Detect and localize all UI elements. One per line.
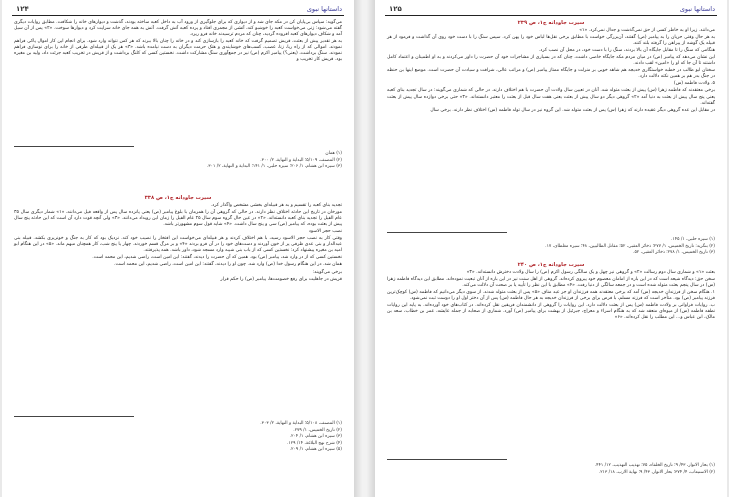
paragraph: بعثت «۱» و شماری سال دوم رسالت «۲» و گروهی نیز چهل و یک سالگی رسول اکرم (ص) را سال ولادت دخترش دانسته‌اند. «۳» — [466, 270, 715, 276]
left-page-number: ۱۲۴ — [16, 5, 29, 13]
paragraph: می‌دانند. زیرا او به خاطر کسی از حق نمی‌گذشت و جدال نمی‌کرد. «۱» — [579, 28, 715, 34]
footnote-separator — [14, 146, 134, 147]
footnote: (۲) المصنف، ۵/۱۰۹؛ البدایة و النهایة، ۲/ ۳۰۰. — [260, 157, 342, 163]
footnote: (۳) تاریخ الخمیس، ۱/ ۲۷۸؛ ذخائر العقبی، ۵۲. — [633, 250, 715, 256]
left-footnotes-a — [14, 151, 342, 171]
subheading: ۵. ولادت فاطمه (س) — [673, 81, 715, 87]
header-rule — [385, 15, 717, 16]
footnote: (۵) سیره ابن هشام، ۱/ ۲۰۹. — [289, 447, 342, 453]
section-title: سیرت جاودانه ج۱، ص ۳۳۸ — [144, 195, 212, 201]
paragraph: همان شد. در این هنگام رسول خدا (ص) وارد شد. چون او را دیدند، گفتند: این امین است، راضی شدیم، این محمد است. — [114, 262, 342, 268]
paragraph: برخی می‌گویند: — [312, 269, 342, 275]
footnote: (۱) بحار الانوار، ۴۳/ ۹؛ تاریخ الخلفاء، ۷۵؛ تهذیب التهذیب، ۱۲/ ۴۴۱. — [594, 463, 715, 468]
paragraph: وقتی کار به نصب حجر الاسود رسید، با هم اختلاف کردند و هر قبیله‌ای می‌خواست این افتخار را نصیب خود کند. نزدیک بود که کار به جنگ و خونریزی بکشد. قبیله بنی عبدالدار و بنی عدی ظرفی پر از خون آوردند و دست‌های خود را در آن فرو بردند «۴» و بر مرگ قسم خوردند. چهار یا پنج شب، کار همچنان مبهم ماند. «۵» در این هنگام ابو امیه بن مغیره پیشنهاد کرد: نخستین کسی که از باب بنی شیبه وارد مسجد شود، داور باشد. همه پذیرفتند. — [14, 236, 342, 254]
section-title: سیرت جاودانه ج۱، ص ۲۳۹ — [517, 20, 585, 26]
header-rule — [12, 15, 344, 16]
paragraph: تجدید بنای کعبه را تقسیم و به هر قبیله‌ای بخشی مشخص واگذار کرد. — [210, 203, 342, 209]
paragraph: در مقابل این عده گروهی دیگر عقیده دارند که زهرا (س) پس از بعثت متولد شد. این گروه نیز در سال تولد فاطمه (س) اختلاف نظر دارند. برخی سال — [430, 107, 715, 113]
left-section-2 — [14, 193, 342, 284]
paragraph: نخستین کسی که از در وارد شد، پیامبر (ص) بود. همین که آن حضرت را دیدند، گفتند: این امین است، راضی شدیم، این محمد است. — [92, 255, 342, 261]
footnote: (۲) تاریخ الخمیس، ۱/ ۲۷۹. — [293, 427, 342, 433]
left-running-title: داستانها نبوی — [306, 5, 342, 13]
paragraph: قریش در جاهلیت برای رفع خصومت‌ها، پیامبر (ص) را حکم قرار — [220, 276, 342, 282]
footnote: (۳) سیره ابن هشام، ۱/ ۲۰۴. — [289, 434, 342, 440]
right-footnotes-a — [387, 237, 715, 257]
paragraph: این نشان می‌دهد که پیامبر (ص) در میان مردم مکه جایگاه خاصی داشت، چنان که در بسیاری از مشاجرات خود آن حضرت را داور می‌کردند و به او اطمینان و اعتماد کامل داشتند تا آن جا که او را «امین» لقب دادند. — [387, 55, 715, 67]
left-footnotes-b — [14, 421, 342, 454]
paragraph: به هر تقدیر پیش از بعثت، قریش تصمیم گرفت که خانه کعبه را بازسازی کند و در خانه را چنان بالا ببرند که هر کس نتواند وارد شود. برای انجام این کار اموال پاکی فراهم نمودند. اموالی که از راه ربا، زنا، غصب، کسب‌های خوشایندی و هتک حرمت دیگران به دست نیامده باشد. «۳» هر یک از قبیله‌ای طرفی از خانه را برای نوسازی فراهم نمودند. سنگ برداشت، (یعنی؟) پیامبر اکرم (ص) نیز در جمع‌آوری سنگ مشارکت داشت. نخستین کسی که کلنگ برداشت و از قریش در تخریب کعبه جرئت داد، ولید بن مغیره بود. قریش کار تخریب و — [14, 39, 342, 63]
book-gutter — [354, 0, 375, 497]
paragraph: سخن حق: دیدگاه شیعه است که در این باره از امامان معصوم خود پیروی کرده‌اند. گروهی از اهل سنت نیز در این باره از آنان تبعیت نموده‌اند. مطابق این دیدگاه فاطمه زهرا (س) در سال پنجم بعثت متولد شده است و در جمعه سالگی از دنیا رفت. «۴» مطابق با این نظر را تأیید یا بر صحت آن دلالت می‌کند. — [387, 277, 715, 289]
right-running-title: داستانها نبوی — [679, 5, 715, 13]
paragraph: سخنان ابو طالب در خطبه خواستگاری خدیجه هم شاهد خوبی بر منزلت و جایگاه ممتاز پیامبر (ص) و مراتب عالی، شرافت و سیادت آن حضرت است. موضع اینها بن حنظه در جنگ بدر هم بر همین نکته دلالت دارد. — [387, 68, 715, 80]
right-page-number: ۱۲۵ — [389, 5, 402, 13]
footnote-separator — [14, 416, 134, 417]
paragraph: ب. روایات فراوانی بر ولادت فاطمه (س) پس از بعثت دلالت دارد. این روایات را گروهی از دانشمندان فریقین نقل کرده‌اند. در کتاب‌های خود آورده‌اند. به پایه این روایات نطفه فاطمه (س) از میوه‌ای منعقد شد که به هنگام اسراء و معراج، جبرئیل از بهشت برای پیامبر (ص) آورد. شماری از صحابه از جمله عایشه، عمر بن خطاب، سعد بن مالک، ابن عباس و... این مطلب را نقل کرده‌اند. «۶» — [387, 303, 715, 321]
left-page — [2, 0, 354, 497]
footnote: (۱) المصنف، ۵/۱۰۸؛ البدایة و النهایة، ۲/ ۳۰۳. — [260, 421, 342, 426]
subheading: نصب حجر الاسود — [308, 229, 342, 235]
paragraph: می‌گوید: سپاس بی‌پایان کن در مکه جای شد و از دیواری که برای جلوگیری از ورود آب به داخل کعبه ساخته بودند، گذشت و دیوارهای خانه را شکافت. مطابق روایات دیگری گفته می‌شود: زنی می‌خواست کعبه را خوشبو کند، آتشی از مجمری افتاد و پرده کعبه آتش گرفت. آتش به همه جای خانه سرایت کرد و دیوارها سوخت. «۲» پس از آن سیل آمد و شکاف دیوارهای کعبه افزوده گردید، چنان که مردم ترسیدند خانه فرو ریزد. — [14, 20, 342, 38]
right-section-1 — [387, 18, 715, 115]
paragraph: مورخان در تاریخ این حادثه اختلاف نظر دارند. در حالی که گروهی آن را همزمان با بلوغ پیامبر (ص) یعنی پانزده سال پس از واقعه فیل می‌دانند، «۱» شمار دیگری سال ۳۵ عام الفیل را تجدید بنای کعبه دانسته‌اند. «۲» در عین حال گروه سوم سال ۲۵ عام الفیل را زمان این رویداد می‌دانند. «۳» ولی آنچه قوت دارد آن است که این حادثه پنج سال پیش از بعثت بوده، که پیامبر (ص) سی و پنج سال داشت. «۴» شاید قول سوم مشهورتر باشد. — [14, 210, 343, 228]
right-footnotes-b — [387, 463, 715, 476]
footnote-separator — [387, 459, 507, 460]
right-page-header — [385, 3, 717, 17]
footnote: (۴) شرح نهج البلاغة، ۱۴/ ۱۲۹. — [286, 440, 342, 446]
paragraph: برخی معتقدند که فاطمه زهرا (س) پیش از بعثت متولد شد. آنان در تعیین سال ولادت آن حضرت با هم اختلاف دارند. در حالی که شماری می‌گویند: در سال تجدید بنای کعبه یعنی پنج سال پیش از بعثت به دنیا آمد «۲» گروهی دیگر دو سال پیش از بعثت یعنی هفت سال قبل از بعثت را معتبر دانسته‌اند. «۳» حتی برخی دوازده سال پیش از بعثت گفته‌اند. — [387, 88, 715, 106]
left-page-header — [12, 3, 344, 17]
footnote: (۲) الاستیعاب، ۴/ ۳۷۴؛ بحار الانوار، ۴۳/ ۹؛ نهایة الارب، ۱۸/ ۲۱۳. — [598, 469, 715, 475]
footnote: (۱) سیره حلبی، ۱/ ۱۴۵. — [671, 237, 715, 242]
footnote: (۲) بنگرید: تاریخ الخمیس، ۱/ ۲۷۷؛ ذخائر العقبی، ۵۲؛ مقاتل الطالبیین، ۴۸؛ سیره مغلطای، ۱۷. — [545, 243, 715, 249]
section-title: سیرت جاودانه ج۱، ص ۲۴۰ — [517, 262, 585, 268]
left-intro-text — [14, 20, 342, 64]
paragraph: ۱. هنگام سخن از فرزندان خدیجه (س) آمد که برخی معتقدند همه فرزندان او جز عبد مناف «۵» پس از بعثت متولد شدند. از سوی دیگر می‌دانیم که فاطمه (س) کوچک‌ترین فرزند پیامبر (ص) بود. متأخر است که فرزند مسلم، با فرض برای برخی از فرزندان خدیجه به هر حال فاطمه (س) پس از آن دختر اول او را دوست ثبت نمی‌شود. — [387, 290, 715, 302]
paragraph: هنگامی که سنگ را تا مقابل جایگاه آن بالا بردند، سنگ را با دست خود، در محل آن نصب کرد. — [538, 48, 715, 54]
right-section-2 — [387, 260, 715, 322]
footnote: (۱) همان — [325, 151, 342, 156]
footnote-separator — [387, 232, 507, 233]
right-page — [375, 0, 727, 497]
paragraph: به هر حال وقتی حریان را به پیامبر (ص) گفتند، آن‌بزرگی خواست با مطابق برخی نقل‌ها لباس خود را پهن کرد. سپس سنگ را با دست خود روی آن گذاشت و فرمود از هر قبیله یک گوشه از پیراهن را گرفته بلند کنند. — [387, 35, 715, 47]
footnote: (۳) سیره ابن هشام، ۱/ ۲۰۶؛ سیره حلبی، ۱/ ۱۴۱؛ البدایة و النهایة، ۲/ ۳۰۱. — [206, 164, 342, 170]
